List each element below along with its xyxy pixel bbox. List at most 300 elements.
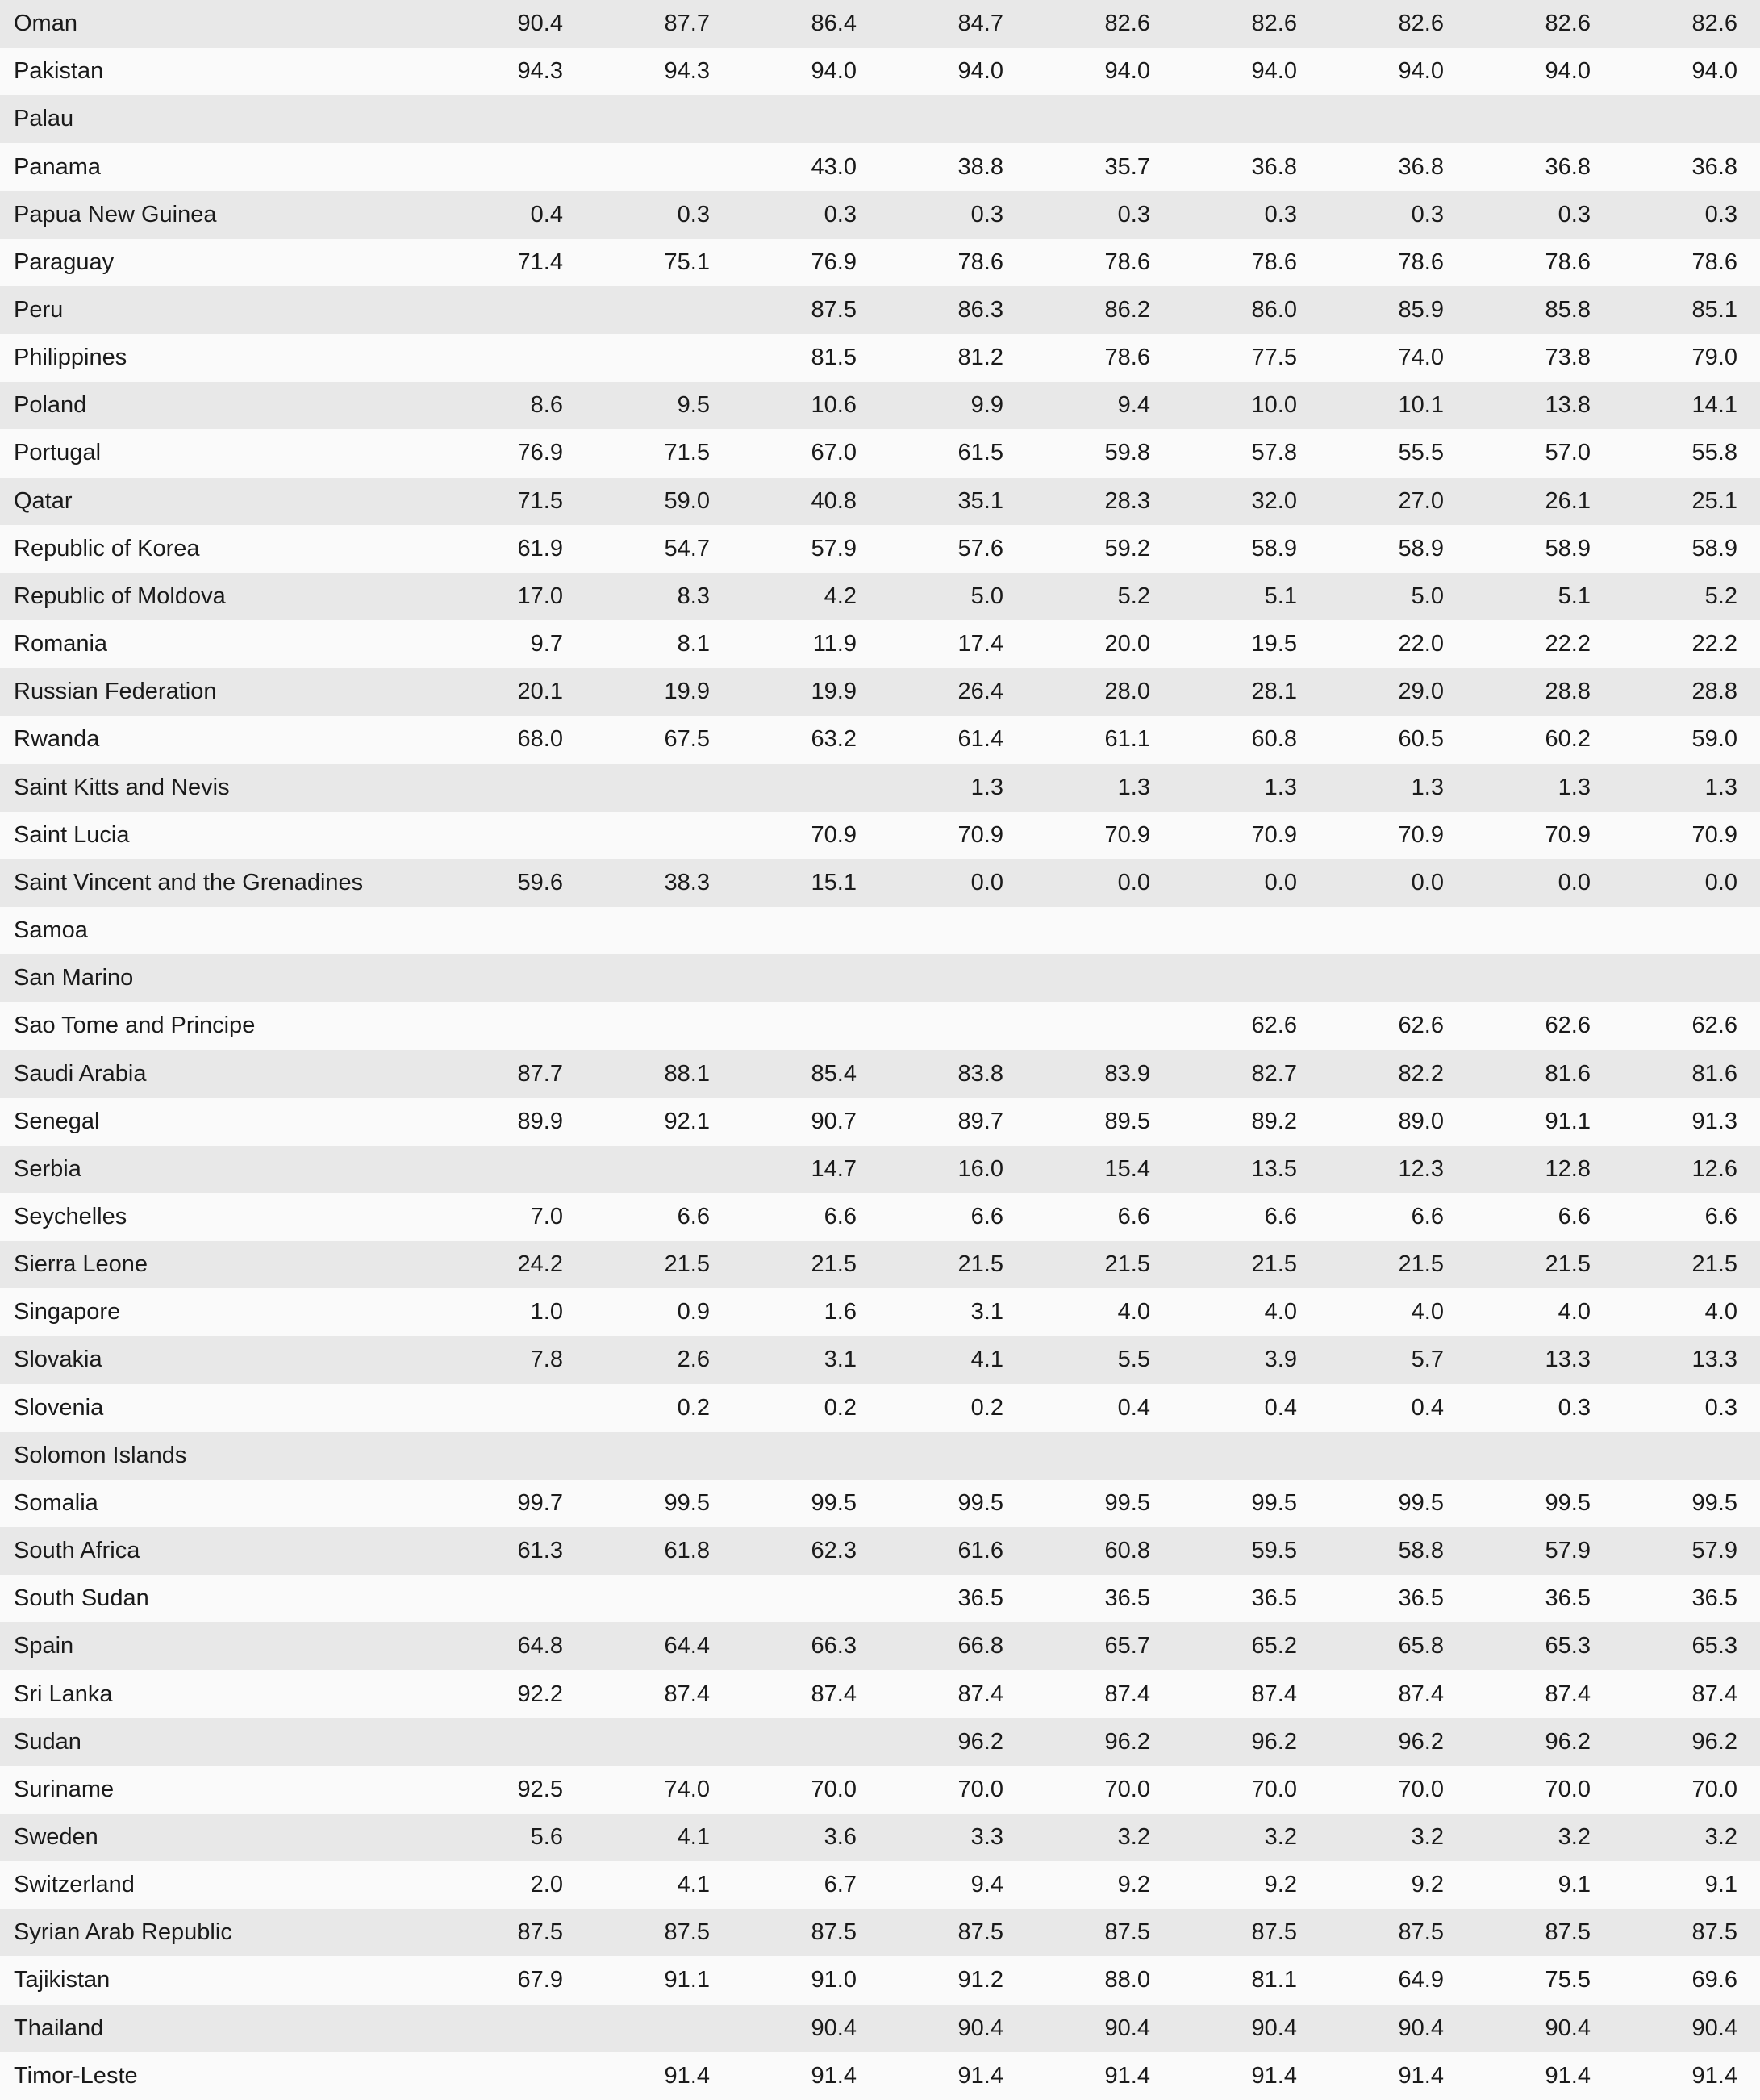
value-cell: 0.4: [1411, 1394, 1444, 1421]
value-cell: 70.0: [1398, 1776, 1444, 1802]
value-cell: 68.0: [517, 726, 563, 753]
value-cell: 91.4: [1545, 2062, 1591, 2089]
value-cell: 87.4: [957, 1680, 1003, 1707]
table-row: [0, 191, 1760, 239]
value-cell: 87.5: [1691, 1919, 1737, 1946]
value-cell: 65.2: [1251, 1633, 1297, 1660]
value-cell: 91.0: [811, 1967, 857, 1994]
value-cell: 3.6: [824, 1824, 857, 1851]
value-cell: 87.5: [664, 1919, 710, 1946]
value-cell: 1.0: [530, 1299, 563, 1326]
value-cell: 96.2: [957, 1728, 1003, 1755]
table-row: [0, 95, 1760, 143]
value-cell: 57.8: [1251, 440, 1297, 466]
value-cell: 65.3: [1691, 1633, 1737, 1660]
value-cell: 8.1: [677, 631, 710, 658]
value-cell: 6.6: [1264, 1203, 1297, 1230]
value-cell: 96.2: [1398, 1728, 1444, 1755]
value-cell: 9.1: [1704, 1872, 1737, 1898]
value-cell: 90.4: [1104, 2014, 1150, 2041]
value-cell: 36.5: [957, 1585, 1003, 1612]
value-cell: 70.9: [957, 821, 1003, 848]
value-cell: 10.1: [1398, 392, 1444, 419]
country-name-cell: Portugal: [14, 440, 102, 466]
value-cell: 94.0: [957, 58, 1003, 85]
value-cell: 57.9: [811, 535, 857, 562]
value-cell: 13.5: [1251, 1155, 1297, 1182]
value-cell: 20.0: [1104, 631, 1150, 658]
table-row: [0, 2005, 1760, 2052]
value-cell: 9.7: [530, 631, 563, 658]
value-cell: 83.9: [1104, 1060, 1150, 1087]
value-cell: 58.9: [1545, 535, 1591, 562]
country-name-cell: Saint Vincent and the Grenadines: [14, 869, 364, 896]
value-cell: 3.1: [824, 1346, 857, 1373]
value-cell: 0.3: [824, 201, 857, 228]
value-cell: 70.0: [957, 1776, 1003, 1802]
value-cell: 83.8: [957, 1060, 1003, 1087]
table-row: [0, 1098, 1760, 1146]
value-cell: 28.8: [1545, 678, 1591, 705]
value-cell: 3.2: [1264, 1824, 1297, 1851]
value-cell: 96.2: [1104, 1728, 1150, 1755]
value-cell: 65.7: [1104, 1633, 1150, 1660]
country-name-cell: Sri Lanka: [14, 1680, 113, 1707]
value-cell: 3.9: [1264, 1346, 1297, 1373]
value-cell: 2.0: [530, 1872, 563, 1898]
value-cell: 19.9: [664, 678, 710, 705]
country-name-cell: Switzerland: [14, 1872, 135, 1898]
value-cell: 14.1: [1691, 392, 1737, 419]
value-cell: 94.0: [1545, 58, 1591, 85]
value-cell: 70.9: [1251, 821, 1297, 848]
value-cell: 4.0: [1704, 1299, 1737, 1326]
value-cell: 90.4: [1691, 2014, 1737, 2041]
value-cell: 75.5: [1545, 1967, 1591, 1994]
value-cell: 12.3: [1398, 1155, 1444, 1182]
value-cell: 74.0: [1398, 344, 1444, 371]
country-name-cell: Timor-Leste: [14, 2062, 138, 2089]
value-cell: 26.1: [1545, 487, 1591, 514]
value-cell: 75.1: [664, 248, 710, 275]
country-name-cell: San Marino: [14, 965, 134, 992]
value-cell: 4.0: [1264, 1299, 1297, 1326]
value-cell: 36.8: [1545, 153, 1591, 180]
value-cell: 55.5: [1398, 440, 1444, 466]
value-cell: 88.1: [664, 1060, 710, 1087]
table-row: [0, 859, 1760, 907]
value-cell: 62.6: [1545, 1012, 1591, 1039]
value-cell: 61.3: [517, 1538, 563, 1564]
value-cell: 62.6: [1691, 1012, 1737, 1039]
value-cell: 13.3: [1691, 1346, 1737, 1373]
value-cell: 64.9: [1398, 1967, 1444, 1994]
value-cell: 91.1: [664, 1967, 710, 1994]
value-cell: 12.8: [1545, 1155, 1591, 1182]
value-cell: 4.0: [1558, 1299, 1591, 1326]
value-cell: 91.4: [1398, 2062, 1444, 2089]
value-cell: 1.3: [970, 774, 1003, 800]
country-name-cell: Sudan: [14, 1728, 81, 1755]
table-row: [0, 1336, 1760, 1384]
value-cell: 0.0: [970, 869, 1003, 896]
value-cell: 28.0: [1104, 678, 1150, 705]
value-cell: 70.0: [1251, 1776, 1297, 1802]
table-row: [0, 1814, 1760, 1861]
value-cell: 90.4: [1251, 2014, 1297, 2041]
value-cell: 99.5: [664, 1489, 710, 1516]
value-cell: 59.6: [517, 869, 563, 896]
value-cell: 4.0: [1117, 1299, 1150, 1326]
value-cell: 5.1: [1558, 582, 1591, 609]
value-cell: 64.4: [664, 1633, 710, 1660]
table-row: [0, 478, 1760, 525]
value-cell: 32.0: [1251, 487, 1297, 514]
country-name-cell: Syrian Arab Republic: [14, 1919, 232, 1946]
country-name-cell: Solomon Islands: [14, 1442, 187, 1468]
value-cell: 87.5: [1545, 1919, 1591, 1946]
value-cell: 78.6: [1251, 248, 1297, 275]
value-cell: 78.6: [1104, 248, 1150, 275]
value-cell: 0.0: [1704, 869, 1737, 896]
value-cell: 70.0: [1104, 1776, 1150, 1802]
value-cell: 82.6: [1251, 10, 1297, 37]
value-cell: 19.9: [811, 678, 857, 705]
value-cell: 35.1: [957, 487, 1003, 514]
value-cell: 24.2: [517, 1251, 563, 1278]
table-row: [0, 334, 1760, 382]
value-cell: 1.3: [1411, 774, 1444, 800]
value-cell: 78.6: [1691, 248, 1737, 275]
value-cell: 58.9: [1398, 535, 1444, 562]
value-cell: 81.1: [1251, 1967, 1297, 1994]
value-cell: 22.2: [1545, 631, 1591, 658]
value-cell: 87.5: [1104, 1919, 1150, 1946]
value-cell: 81.6: [1545, 1060, 1591, 1087]
value-cell: 0.3: [970, 201, 1003, 228]
value-cell: 66.3: [811, 1633, 857, 1660]
value-cell: 87.4: [1545, 1680, 1591, 1707]
value-cell: 0.0: [1411, 869, 1444, 896]
value-cell: 99.5: [1691, 1489, 1737, 1516]
value-cell: 81.6: [1691, 1060, 1737, 1087]
value-cell: 19.5: [1251, 631, 1297, 658]
country-name-cell: Russian Federation: [14, 678, 217, 705]
value-cell: 87.4: [664, 1680, 710, 1707]
value-cell: 82.6: [1398, 10, 1444, 37]
value-cell: 9.9: [970, 392, 1003, 419]
table-row: [0, 0, 1760, 48]
country-name-cell: Somalia: [14, 1489, 98, 1516]
value-cell: 28.1: [1251, 678, 1297, 705]
value-cell: 1.3: [1264, 774, 1297, 800]
value-cell: 65.8: [1398, 1633, 1444, 1660]
value-cell: 40.8: [811, 487, 857, 514]
value-cell: 9.1: [1558, 1872, 1591, 1898]
value-cell: 0.4: [530, 201, 563, 228]
country-name-cell: South Africa: [14, 1538, 140, 1564]
value-cell: 70.9: [1104, 821, 1150, 848]
country-name-cell: Papua New Guinea: [14, 201, 217, 228]
value-cell: 9.5: [677, 392, 710, 419]
country-name-cell: Slovenia: [14, 1394, 104, 1421]
value-cell: 99.5: [1104, 1489, 1150, 1516]
value-cell: 70.9: [1545, 821, 1591, 848]
value-cell: 0.4: [1264, 1394, 1297, 1421]
table-row: [0, 1622, 1760, 1670]
value-cell: 5.7: [1411, 1346, 1444, 1373]
value-cell: 10.0: [1251, 392, 1297, 419]
value-cell: 36.8: [1398, 153, 1444, 180]
value-cell: 21.5: [811, 1251, 857, 1278]
value-cell: 0.0: [1558, 869, 1591, 896]
value-cell: 86.0: [1251, 297, 1297, 324]
value-cell: 60.8: [1251, 726, 1297, 753]
value-cell: 5.0: [1411, 582, 1444, 609]
value-cell: 0.4: [1117, 1394, 1150, 1421]
table-row: [0, 954, 1760, 1002]
value-cell: 99.5: [1251, 1489, 1297, 1516]
value-cell: 87.5: [1251, 1919, 1297, 1946]
value-cell: 85.4: [811, 1060, 857, 1087]
value-cell: 82.6: [1691, 10, 1737, 37]
value-cell: 82.2: [1398, 1060, 1444, 1087]
value-cell: 9.2: [1117, 1872, 1150, 1898]
value-cell: 21.5: [957, 1251, 1003, 1278]
value-cell: 67.0: [811, 440, 857, 466]
value-cell: 36.5: [1251, 1585, 1297, 1612]
value-cell: 71.5: [664, 440, 710, 466]
value-cell: 85.8: [1545, 297, 1591, 324]
table-row: [0, 573, 1760, 620]
value-cell: 54.7: [664, 535, 710, 562]
country-name-cell: Tajikistan: [14, 1967, 111, 1994]
value-cell: 69.6: [1691, 1967, 1737, 1994]
value-cell: 4.1: [677, 1872, 710, 1898]
value-cell: 59.2: [1104, 535, 1150, 562]
value-cell: 89.0: [1398, 1108, 1444, 1134]
value-cell: 87.5: [811, 297, 857, 324]
value-cell: 79.0: [1691, 344, 1737, 371]
value-cell: 57.9: [1545, 1538, 1591, 1564]
value-cell: 13.8: [1545, 392, 1591, 419]
value-cell: 21.5: [1545, 1251, 1591, 1278]
country-name-cell: Sweden: [14, 1824, 98, 1851]
value-cell: 61.9: [517, 535, 563, 562]
value-cell: 0.3: [1558, 1394, 1591, 1421]
table-row: [0, 907, 1760, 954]
value-cell: 90.4: [957, 2014, 1003, 2041]
value-cell: 59.8: [1104, 440, 1150, 466]
value-cell: 87.4: [1398, 1680, 1444, 1707]
value-cell: 67.5: [664, 726, 710, 753]
value-cell: 55.8: [1691, 440, 1737, 466]
value-cell: 7.0: [530, 1203, 563, 1230]
table-row: [0, 1670, 1760, 1718]
country-name-cell: Romania: [14, 631, 108, 658]
value-cell: 36.5: [1104, 1585, 1150, 1612]
value-cell: 91.1: [1545, 1108, 1591, 1134]
country-name-cell: Saudi Arabia: [14, 1060, 147, 1087]
value-cell: 20.1: [517, 678, 563, 705]
value-cell: 4.1: [970, 1346, 1003, 1373]
value-cell: 65.3: [1545, 1633, 1591, 1660]
value-cell: 1.3: [1558, 774, 1591, 800]
value-cell: 38.3: [664, 869, 710, 896]
value-cell: 6.6: [824, 1203, 857, 1230]
value-cell: 90.4: [811, 2014, 857, 2041]
table-row: [0, 1909, 1760, 1956]
value-cell: 87.7: [664, 10, 710, 37]
value-cell: 87.4: [811, 1680, 857, 1707]
country-name-cell: Saint Lucia: [14, 821, 130, 848]
country-name-cell: Seychelles: [14, 1203, 127, 1230]
value-cell: 84.7: [957, 10, 1003, 37]
value-cell: 89.7: [957, 1108, 1003, 1134]
table-row: [0, 143, 1760, 190]
value-cell: 3.2: [1117, 1824, 1150, 1851]
value-cell: 6.6: [1558, 1203, 1591, 1230]
value-cell: 6.6: [1704, 1203, 1737, 1230]
value-cell: 86.3: [957, 297, 1003, 324]
table-row: [0, 1002, 1760, 1050]
value-cell: 36.5: [1545, 1585, 1591, 1612]
table-row: [0, 1527, 1760, 1575]
country-name-cell: Republic of Korea: [14, 535, 200, 562]
value-cell: 8.6: [530, 392, 563, 419]
value-cell: 61.5: [957, 440, 1003, 466]
value-cell: 74.0: [664, 1776, 710, 1802]
value-cell: 62.6: [1398, 1012, 1444, 1039]
value-cell: 28.8: [1691, 678, 1737, 705]
country-name-cell: Suriname: [14, 1776, 115, 1802]
value-cell: 62.6: [1251, 1012, 1297, 1039]
table-row: [0, 1861, 1760, 1909]
value-cell: 87.7: [517, 1060, 563, 1087]
value-cell: 70.9: [1691, 821, 1737, 848]
table-row: [0, 1384, 1760, 1432]
value-cell: 5.6: [530, 1824, 563, 1851]
value-cell: 1.3: [1117, 774, 1150, 800]
value-cell: 64.8: [517, 1633, 563, 1660]
country-name-cell: Poland: [14, 392, 87, 419]
value-cell: 9.4: [970, 1872, 1003, 1898]
value-cell: 21.5: [1691, 1251, 1737, 1278]
value-cell: 2.6: [677, 1346, 710, 1373]
table-row: [0, 525, 1760, 573]
value-cell: 36.8: [1691, 153, 1737, 180]
value-cell: 21.5: [1251, 1251, 1297, 1278]
country-name-cell: Sierra Leone: [14, 1251, 148, 1278]
value-cell: 87.5: [1398, 1919, 1444, 1946]
value-cell: 61.1: [1104, 726, 1150, 753]
value-cell: 91.4: [1691, 2062, 1737, 2089]
value-cell: 99.5: [1398, 1489, 1444, 1516]
value-cell: 0.2: [970, 1394, 1003, 1421]
value-cell: 5.1: [1264, 582, 1297, 609]
table-row: [0, 1193, 1760, 1241]
table-row: [0, 48, 1760, 95]
value-cell: 6.6: [970, 1203, 1003, 1230]
value-cell: 94.3: [517, 58, 563, 85]
country-name-cell: Saint Kitts and Nevis: [14, 774, 230, 800]
value-cell: 43.0: [811, 153, 857, 180]
value-cell: 81.2: [957, 344, 1003, 371]
value-cell: 81.5: [811, 344, 857, 371]
country-name-cell: Rwanda: [14, 726, 100, 753]
table-row: [0, 239, 1760, 286]
value-cell: 0.3: [1558, 201, 1591, 228]
value-cell: 89.5: [1104, 1108, 1150, 1134]
value-cell: 10.6: [811, 392, 857, 419]
country-name-cell: Oman: [14, 10, 77, 37]
value-cell: 16.0: [957, 1155, 1003, 1182]
table-row: [0, 1241, 1760, 1288]
value-cell: 0.2: [824, 1394, 857, 1421]
value-cell: 4.0: [1411, 1299, 1444, 1326]
value-cell: 17.4: [957, 631, 1003, 658]
table-row: [0, 668, 1760, 716]
value-cell: 3.2: [1704, 1824, 1737, 1851]
table-row: [0, 2052, 1760, 2100]
country-name-cell: Pakistan: [14, 58, 104, 85]
value-cell: 70.0: [811, 1776, 857, 1802]
value-cell: 78.6: [1104, 344, 1150, 371]
value-cell: 15.1: [811, 869, 857, 896]
value-cell: 96.2: [1691, 1728, 1737, 1755]
value-cell: 91.4: [1251, 2062, 1297, 2089]
value-cell: 76.9: [517, 440, 563, 466]
value-cell: 92.2: [517, 1680, 563, 1707]
value-cell: 0.2: [677, 1394, 710, 1421]
value-cell: 90.4: [1545, 2014, 1591, 2041]
value-cell: 99.5: [1545, 1489, 1591, 1516]
value-cell: 9.2: [1411, 1872, 1444, 1898]
table-row: [0, 764, 1760, 812]
value-cell: 85.9: [1398, 297, 1444, 324]
country-name-cell: Samoa: [14, 917, 88, 944]
value-cell: 89.2: [1251, 1108, 1297, 1134]
table-row: [0, 1480, 1760, 1527]
value-cell: 87.5: [517, 1919, 563, 1946]
table-row: [0, 1956, 1760, 2004]
value-cell: 94.0: [1691, 58, 1737, 85]
value-cell: 99.7: [517, 1489, 563, 1516]
value-cell: 0.3: [677, 201, 710, 228]
value-cell: 91.4: [811, 2062, 857, 2089]
country-name-cell: Republic of Moldova: [14, 582, 226, 609]
country-name-cell: Peru: [14, 297, 64, 324]
value-cell: 76.9: [811, 248, 857, 275]
value-cell: 61.8: [664, 1538, 710, 1564]
value-cell: 90.4: [1398, 2014, 1444, 2041]
value-cell: 87.4: [1104, 1680, 1150, 1707]
value-cell: 4.2: [824, 582, 857, 609]
value-cell: 0.0: [1117, 869, 1150, 896]
value-cell: 5.0: [970, 582, 1003, 609]
table-row: [0, 1146, 1760, 1193]
value-cell: 99.5: [811, 1489, 857, 1516]
value-cell: 94.0: [811, 58, 857, 85]
value-cell: 91.2: [957, 1967, 1003, 1994]
value-cell: 29.0: [1398, 678, 1444, 705]
value-cell: 59.5: [1251, 1538, 1297, 1564]
value-cell: 70.9: [1398, 821, 1444, 848]
table-row: [0, 1050, 1760, 1097]
value-cell: 87.4: [1691, 1680, 1737, 1707]
country-name-cell: Slovakia: [14, 1346, 102, 1373]
value-cell: 4.1: [677, 1824, 710, 1851]
